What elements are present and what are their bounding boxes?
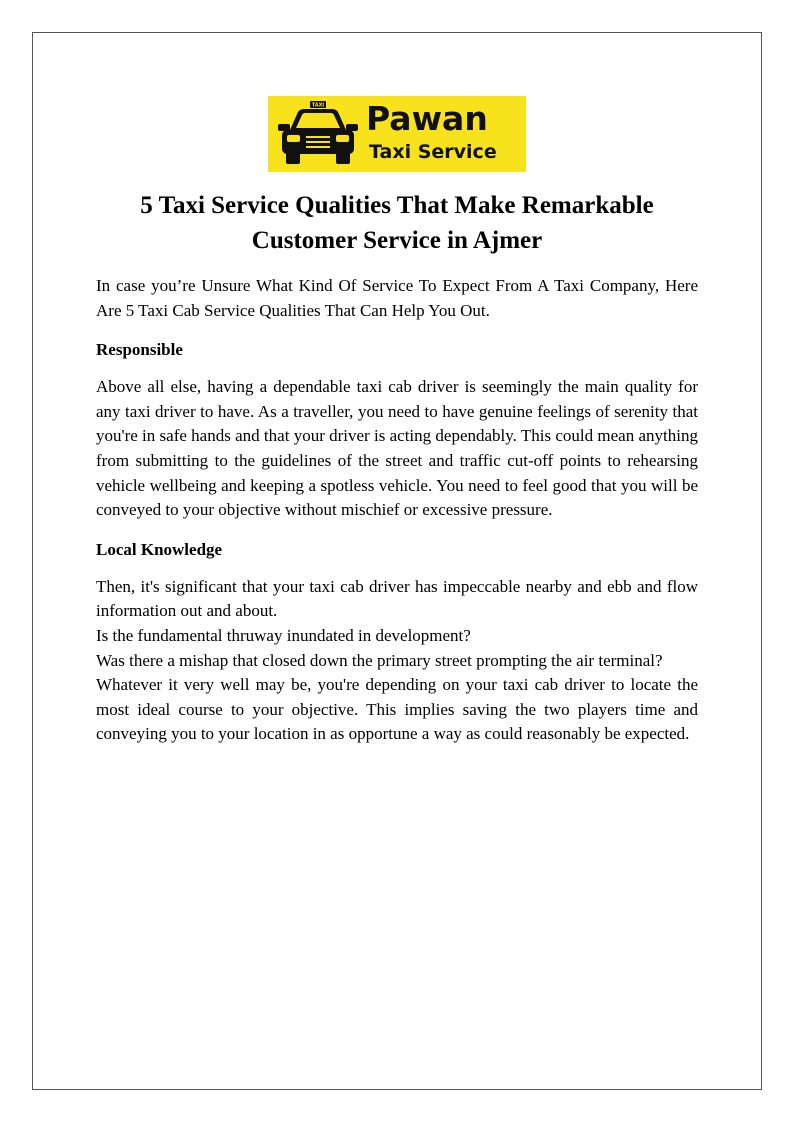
logo-brand-subtitle: Taxi Service [369,141,497,163]
section-heading-responsible: Responsible [96,340,183,360]
pawan-taxi-logo [268,96,526,172]
paragraph: Then, it's significant that your taxi cab driver has impeccable nearby and ebb and flow information out and about. [96,576,698,621]
paragraph: Was there a mishap that closed down the primary street prompting the air terminal? [96,650,663,670]
paragraph: Above all else, having a dependable taxi cab driver is seemingly the main quality for any taxi driver to have. As a traveller, you need to have genuine feelings of serenity that you're in safe hands and that your driver is acting dependably. This could mean anything from submitting to the guidelines of the street and traffic cut-off points to rehearsing vehicle wellbeing and keeping a spotless vehicle. You need to feel good that you will be conveyed to your objective without mischief or excessive pressure. [96,377,698,520]
paragraph: Is the fundamental thruway inundated in development? [96,625,471,645]
section-body-local-knowledge [96,575,698,747]
taxi-car-icon [274,100,362,168]
intro-paragraph: In case you’re Unsure What Kind Of Service To Expect From A Taxi Company, Here Are 5 Taxi Cab Service Qualities That Can Help You Out. [96,276,698,320]
section-body-responsible [96,375,698,523]
paragraph: Whatever it very well may be, you're depending on your taxi cab driver to locate the most ideal course to your objective. This implies saving the two players time and conveying you to your location in as opportune a way as could reasonably be expected. [96,675,698,744]
section-heading-local-knowledge: Local Knowledge [96,539,223,559]
taxi-badge-label: TAXI [311,102,325,109]
article [96,188,698,763]
page-title: 5 Taxi Service Qualities That Make Remarkable Customer Service in Ajmer [140,192,654,254]
logo-brand-name: Pawan [366,99,488,138]
